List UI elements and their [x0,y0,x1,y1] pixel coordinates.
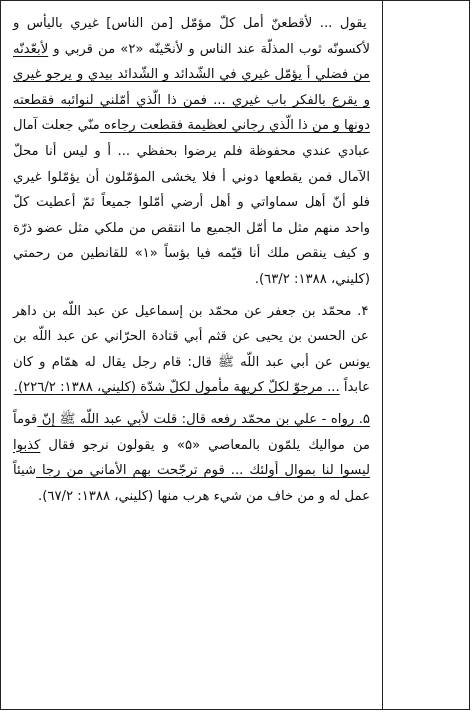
text-line: أعطيت كلّ واحد منهم مثل ما أمّل الجميع ما انتقص من ملكي [13,195,370,236]
text-line: من رحمتي (كليني، ١٣٨٨: ٦٣/٢). [13,246,370,287]
text-line: لأبعّدنّه من فضلي أ يؤمّل غيري في الشّدائد و الشّدائد بيدي و [13,41,370,83]
text-line: عن الحسن بن يحيى عن قثم أبي قتادة الحرّاني عن عبد اللّه بن [13,329,369,345]
text-line: يرجو غيري و يقرع بالفكر باب غيري ... فمن ذا الّذي أمّلني [13,67,371,108]
text-line: لنوائبه فقطعته دونها و من ذا الّذي رجاني لعظيمة فقطعت رجاءه [13,92,370,134]
text-cell [1,1,382,709]
paragraph-hadith-3 [13,11,370,293]
text-line: ۴. محمّد بن جعفر عن محمّد بن إسماعيل عن عبد اللّه بن داهر [13,303,369,319]
text-line: ٦٧/٢). [38,488,74,504]
text-line: يؤمّلوا غيري فلو أنّ أهل سماواتي و أهل أرضي أمّلوا جميعاً ثمّ [13,169,370,211]
text-line: ۵. رواه - علي بن محمّد رفعه قال: قلت لأبي عبد اللّه ﷺ إنّ [37,411,370,427]
text-line: شيئاً عمل له و من خاف من شيء هرب منها (كليني، ١٣٨٨: [13,463,370,504]
text-line: يونس عن أبي عبد اللّه ﷺ قال: قام رجل يقال له همّام و كان عابداً [13,354,370,396]
paragraph-hadith-5 [13,407,370,509]
text-line: كذبوا ليسوا لنا بموال أولئك ... قوم ترجّحت بهم الأماني من رجا [13,437,370,479]
text-line: يقول ... لأقطعنّ أمل كلّ مؤمّل [من الناس] غيري باليأس و [13,16,367,31]
text-line: قوماً من مواليك يلمّون بالمعاصي «۵» و يقولون نرجو فقال [13,411,370,453]
text-line: مثل عضو ذرّة و كيف ينقص ملك أنا قيّمه فيا بؤساً «١» للقانطين [13,220,370,262]
paragraph-hadith-4 [13,299,370,401]
text-line: ... مرجوّ لكلّ كريهة مأمول لكلّ شدّة (كليني، ١٣٨٨: ٢٢٦/٢). [13,380,340,396]
text-line: منّي جعلت آمال عبادي عندي محفوظة فلم يرضوا بحفظي ... أ و [13,118,370,159]
empty-side-cell [382,1,469,709]
text-line: لأكسونّه ثوب المذلّة عند الناس و لأنحّينّه «٢» من قربي و [48,41,370,57]
text-line: ليس أنا محلّ الآمال فمن يقطعها دوني أ فلا يخشى المؤمّلون أن [13,143,370,185]
